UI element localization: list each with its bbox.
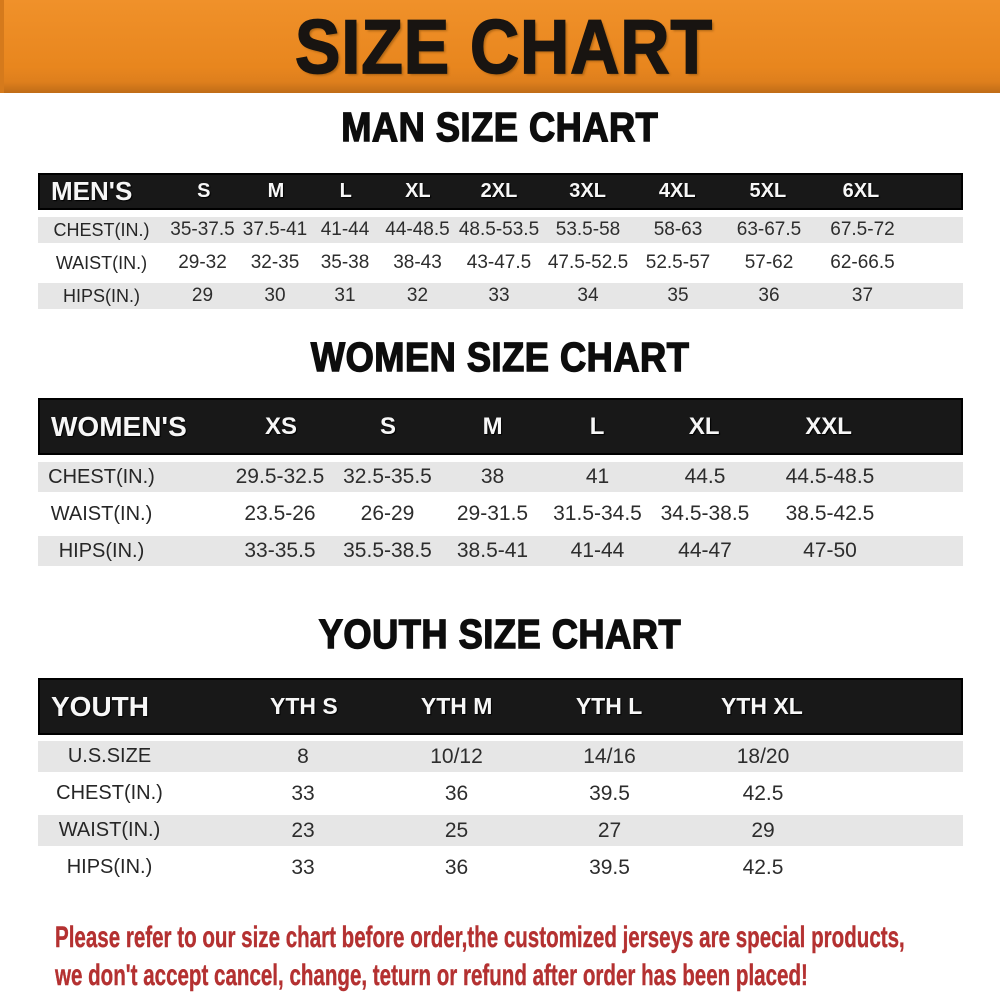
size-cell: 38.5-42.5 — [785, 502, 875, 525]
size-cell: 43-47.5 — [466, 252, 532, 273]
column-header: 3XL — [569, 180, 606, 202]
men-size-chart-section — [0, 104, 1000, 309]
size-cell: 8 — [297, 744, 309, 768]
size-cell: 31.5-34.5 — [553, 502, 642, 525]
column-header: S — [197, 180, 211, 202]
header-filler — [839, 680, 961, 733]
size-cell: 57-62 — [744, 252, 794, 273]
size-cell: 32-35 — [250, 252, 300, 273]
disclaimer-line-1: Please refer to our size chart before order,the customized jerseys are special products, — [55, 921, 905, 954]
column-header: 2XL — [480, 180, 518, 202]
column-header: 4XL — [658, 180, 696, 202]
column-header: M — [482, 412, 503, 440]
row-filler — [910, 283, 963, 309]
table-row — [38, 815, 963, 846]
size-cell: 41-44 — [320, 219, 370, 240]
size-cell: 33-35.5 — [244, 539, 316, 562]
row-label: U.S.SIZE — [67, 745, 152, 767]
row-label: WAIST(IN.) — [55, 252, 148, 273]
size-cell: 29.5-32.5 — [235, 465, 325, 488]
column-header: XL — [405, 180, 431, 202]
column-header: L — [589, 412, 605, 440]
size-cell: 36 — [444, 855, 469, 879]
size-cell: 31 — [334, 285, 356, 306]
size-cell: 32 — [406, 285, 429, 306]
size-cell: 33 — [291, 855, 315, 879]
size-cell: 29-32 — [178, 252, 227, 273]
disclaimer-line-2: we don't accept cancel, change, teturn or refund after order has been placed! — [55, 959, 808, 992]
size-cell: 58-63 — [653, 219, 703, 240]
size-cell: 34 — [577, 285, 599, 306]
size-cell: 44.5 — [684, 465, 726, 488]
size-cell: 39.5 — [589, 781, 630, 805]
youth-size-table — [38, 678, 963, 883]
size-cell: 23.5-26 — [244, 502, 316, 525]
size-cell: 26-29 — [360, 502, 415, 525]
size-cell: 25 — [444, 818, 469, 842]
size-cell: 36 — [444, 781, 469, 805]
size-chart-banner — [0, 0, 1000, 93]
size-cell: 35-38 — [320, 252, 370, 273]
table-header-row — [38, 398, 963, 455]
column-header: XS — [264, 412, 297, 440]
size-cell: 62-66.5 — [830, 252, 895, 273]
row-label: HIPS(IN.) — [62, 285, 140, 306]
row-filler — [910, 217, 963, 243]
men-section-heading — [0, 104, 1000, 150]
table-row — [38, 741, 963, 772]
row-filler — [900, 536, 963, 566]
column-header: L — [339, 180, 352, 202]
table-row — [38, 499, 963, 529]
column-header: YTH L — [575, 693, 643, 719]
size-cell: 47-50 — [803, 539, 857, 562]
column-header: XL — [688, 412, 720, 440]
row-label: CHEST(IN.) — [48, 465, 155, 488]
youth-heading-text: YOUTH SIZE CHART — [318, 611, 682, 657]
table-row — [38, 536, 963, 566]
women-section-heading — [0, 335, 1000, 381]
size-cell: 37 — [851, 285, 874, 306]
size-cell: 29 — [191, 285, 214, 306]
women-heading-text: WOMEN SIZE CHART — [310, 334, 690, 380]
disclaimer-text — [55, 919, 1000, 995]
youth-section-heading — [0, 613, 1000, 657]
size-cell: 44.5-48.5 — [785, 465, 875, 488]
table-row — [38, 778, 963, 809]
table-row — [38, 462, 963, 492]
size-cell: 18/20 — [736, 744, 790, 768]
size-cell: 41-44 — [570, 539, 625, 562]
row-filler — [840, 778, 963, 809]
size-cell: 67.5-72 — [830, 219, 895, 240]
size-cell: 33 — [291, 781, 315, 805]
size-cell: 30 — [264, 285, 286, 306]
table-header-row — [38, 678, 963, 735]
table-row — [38, 217, 963, 243]
table-row — [38, 283, 963, 309]
column-header: YTH M — [420, 693, 493, 719]
header-filler — [908, 175, 961, 208]
size-cell: 33 — [488, 285, 510, 306]
table-header-label: WOMEN'S — [51, 410, 187, 442]
men-size-table — [38, 173, 963, 309]
row-label: CHEST(IN.) — [53, 219, 150, 240]
size-cell: 10/12 — [430, 744, 483, 768]
size-cell: 44-48.5 — [385, 219, 450, 240]
banner-title: SIZE CHART — [295, 3, 713, 90]
size-cell: 37.5-41 — [242, 219, 308, 240]
size-cell: 23 — [291, 818, 315, 842]
size-cell: 36 — [758, 285, 780, 306]
size-cell: 41 — [585, 465, 610, 488]
youth-size-chart-section — [0, 613, 1000, 883]
women-size-table — [38, 398, 963, 566]
row-label: WAIST(IN.) — [58, 819, 161, 841]
size-cell: 35-37.5 — [170, 219, 235, 240]
size-cell: 48.5-53.5 — [458, 219, 540, 240]
size-cell: 44-47 — [678, 539, 732, 562]
column-header: YTH S — [270, 693, 338, 719]
column-header: XXL — [805, 412, 852, 440]
size-cell: 53.5-58 — [555, 219, 621, 240]
size-cell: 63-67.5 — [736, 219, 802, 240]
size-cell: 14/16 — [583, 744, 636, 768]
header-filler — [898, 400, 961, 453]
size-cell: 29 — [751, 818, 775, 842]
table-header-label: MEN'S — [51, 176, 133, 206]
size-cell: 38.5-41 — [456, 539, 529, 562]
row-filler — [910, 250, 963, 276]
row-label: HIPS(IN.) — [66, 856, 153, 878]
column-header: M — [267, 180, 285, 202]
column-header: YTH XL — [720, 693, 803, 719]
size-cell: 32.5-35.5 — [343, 465, 432, 488]
row-filler — [900, 499, 963, 529]
size-cell: 47.5-52.5 — [547, 252, 629, 273]
women-size-chart-section — [0, 335, 1000, 566]
row-filler — [840, 741, 963, 772]
row-filler — [840, 815, 963, 846]
column-header: S — [380, 412, 397, 440]
size-cell: 38-43 — [393, 252, 442, 273]
column-header: 6XL — [842, 180, 880, 202]
row-filler — [900, 462, 963, 492]
size-cell: 35 — [667, 285, 689, 306]
size-cell: 52.5-57 — [645, 252, 711, 273]
men-heading-text: MAN SIZE CHART — [341, 104, 659, 150]
row-label: WAIST(IN.) — [50, 502, 153, 525]
size-cell: 39.5 — [589, 855, 630, 879]
size-cell: 27 — [597, 818, 622, 842]
size-cell: 35.5-38.5 — [343, 539, 432, 562]
size-cell: 34.5-38.5 — [660, 502, 750, 525]
table-header-label: YOUTH — [51, 690, 149, 722]
table-header-row — [38, 173, 963, 210]
size-cell: 38 — [480, 465, 505, 488]
row-filler — [840, 852, 963, 883]
table-row — [38, 852, 963, 883]
size-cell: 29-31.5 — [456, 502, 529, 525]
column-header: 5XL — [749, 180, 787, 202]
size-cell: 42.5 — [742, 781, 784, 805]
table-row — [38, 250, 963, 276]
row-label: CHEST(IN.) — [56, 782, 163, 804]
row-label: HIPS(IN.) — [58, 539, 145, 562]
size-cell: 42.5 — [742, 855, 784, 879]
